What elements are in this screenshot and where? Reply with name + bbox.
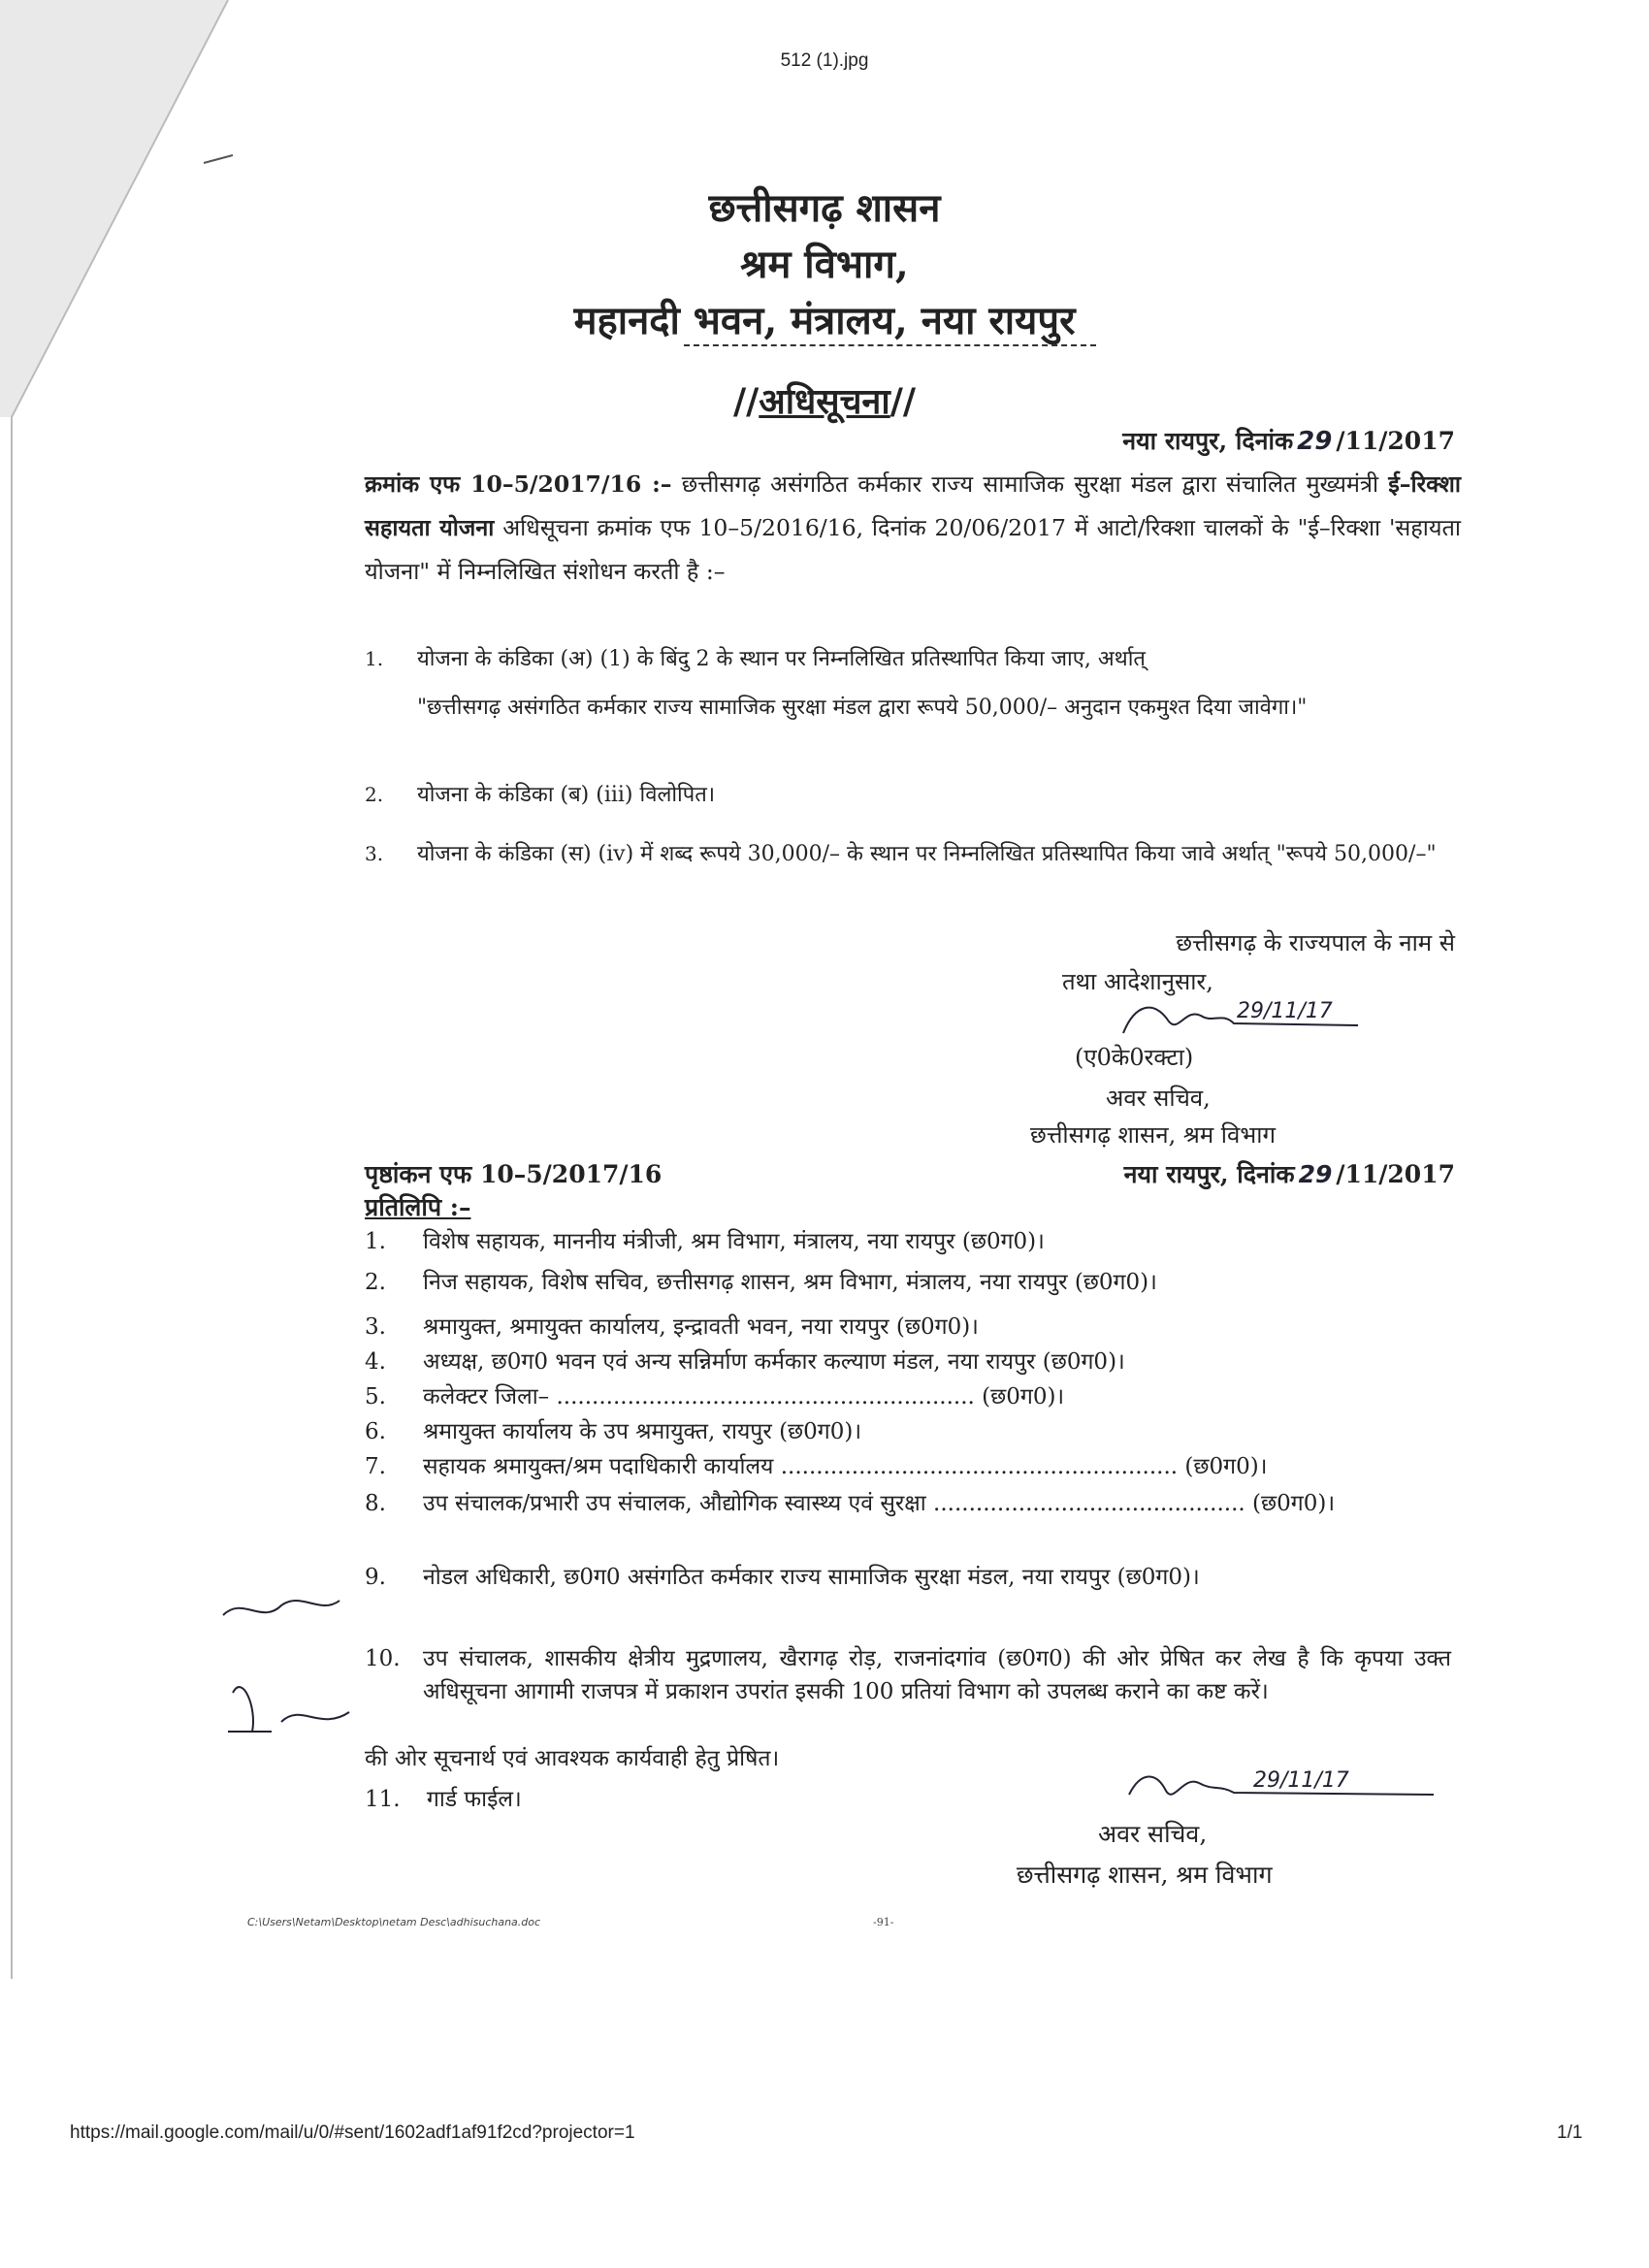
closing-line: की ओर सूचनार्थ एवं आवश्यक कार्यवाही हेतु प्रेषित। <box>365 1746 780 1771</box>
signature1-name: (ए0के0रक्टा) <box>1075 1044 1194 1071</box>
amendment-1-num: 1. <box>365 647 384 670</box>
signature1-designation: अवर सचिव, <box>1106 1085 1211 1112</box>
notice-date <box>873 424 1455 457</box>
intro-paragraph <box>365 463 1461 594</box>
footer-page-marker: -91- <box>873 1916 894 1928</box>
file-name-header: 512 (1).jpg <box>780 50 869 71</box>
amendment-3-text: योजना के कंडिका (स) (iv) में शब्द रूपये 30,000/– के स्थान पर निम्नलिखित प्रतिस्थापित किया जावे अर्थात् "रूपये 50,000/–" <box>417 842 1437 866</box>
letterhead-line-3: महानदी भवन, मंत्रालय, नया रायपुर <box>573 298 1076 343</box>
endorsement-date <box>873 1157 1455 1190</box>
amendment-1-text: योजना के कंडिका (अ) (1) के बिंदु 2 के स्थान पर निम्नलिखित प्रतिस्थापित किया जाए, अर्थात् <box>417 647 1146 671</box>
letterhead-divider <box>684 344 1096 346</box>
signature1-date: 29/11/17 <box>1237 999 1333 1023</box>
letterhead-line-1: छत्तीसगढ़ शासन <box>708 185 941 231</box>
item-11 <box>365 1782 522 1813</box>
endorsement-date-rest: /11/2017 <box>1336 1160 1455 1188</box>
date-prefix: नया रायपुर, दिनांक <box>1122 427 1294 455</box>
copy-list: 1. विशेष सहायक, माननीय मंत्रीजी, श्रम विभाग, मंत्रालय, नया रायपुर (छ0ग0)। 2. निज सहायक, विशेष सचिव, छत्तीसगढ़ शासन, श्रम विभाग, मंत्रालय, नया रायपुर (छ0ग0)। 3. श्रमायुक्त, श्रमायुक्त कार्यालय, इन्द्रावती भवन, नया रायपुर (छ0ग0)। 4. अध्यक्ष, छ0ग0 भवन एवं अन्य सन्निर्माण कर्मकार कल्याण मंडल, नया रायपुर (छ0ग0)। 5. कलेक्टर जिला– ........................................................... (छ0ग0)। 6. श्रमायुक्त कार्यालय के उप श्रमायुक्त, रायपुर (छ0ग0)। 7. सहायक श्रमायुक्त/श्रम पदाधिकारी कार्यालय ........................................................ (छ0ग0)। 8. उप संचालक/प्रभारी उप संचालक, औद्योगिक स्वास्थ्य एवं सुरक्षा ............................................ (छ0ग0)। 9. नोडल अधिकारी, छ0ग0 असंगठित कर्मकार राज्य सामाजिक सुरक्षा मंडल, नया रायपुर (छ0ग0)। 10. उप संचालक, शासकीय क्षेत्रीय मुद्रणालय, खैरागढ़ रोड़, राजनांदगांव (छ0ग0) की ओर प्रेषित कर लेख है कि कृपया उक्त अधिसूचना आगामी राजपत्र में प्रकाशन उपरांत इसकी 100 प्रतियां विभाग को उपलब्ध कराने का कष्ट करें। <box>365 1229 1451 1704</box>
document-page <box>58 92 1591 2071</box>
endorsement-date-day: 29 <box>1298 1160 1333 1188</box>
date-rest: /11/2017 <box>1336 427 1455 455</box>
notice-title-word: अधिसूचना <box>759 381 890 422</box>
browser-url: https://mail.google.com/mail/u/0/#sent/1602adf1af91f2cd?projector=1 <box>70 2122 635 2143</box>
signature1-line1: छत्तीसगढ़ के राज्यपाल के नाम से <box>1176 929 1455 956</box>
signature1-department: छत्तीसगढ़ शासन, श्रम विभाग <box>1030 1121 1276 1149</box>
amendment-2-num: 2. <box>365 783 384 806</box>
intro-text-a: छत्तीसगढ़ असंगठित कर्मकार राज्य सामाजिक सुरक्षा मंडल द्वारा संचालित मुख्यमंत्री <box>681 470 1379 498</box>
signature1-line2: तथा आदेशानुसार, <box>1062 968 1213 995</box>
scheme-name: ई–रिक्शा सहायता योजना <box>365 470 1461 541</box>
notice-title: //अधिसूचना// <box>732 381 917 422</box>
footer-file-path: C:\Users\Netam\Desktop\netam Desc\adhisuchana.doc <box>247 1916 541 1928</box>
copy-label: प्रतिलिपि :– <box>365 1193 471 1221</box>
browser-page-count: 1/1 <box>1557 2122 1583 2143</box>
amendment-1-quote: "छत्तीसगढ़ असंगठित कर्मकार राज्य सामाजिक सुरक्षा मंडल द्वारा रूपये 50,000/– अनुदान एकमुश्त दिया जावेगा।" <box>417 696 1308 720</box>
intro-ref: क्रमांक एफ 10–5/2017/16 :– <box>365 470 672 498</box>
date-day: 29 <box>1297 427 1333 456</box>
margin-initials-mark <box>213 1586 369 1780</box>
intro-text-b: अधिसूचना क्रमांक एफ 10–5/2016/16, दिनांक 20/06/2017 में आटो/रिक्शा चालकों के "ई–रिक्शा 'सहायता योजना" में निम्नलिखित संशोधन करती है :– <box>365 514 1461 585</box>
amendment-3-num: 3. <box>365 842 384 865</box>
endorsement-date-prefix: नया रायपुर, दिनांक <box>1123 1160 1295 1188</box>
endorsement-ref: पृष्ठांकन एफ 10–5/2017/16 <box>365 1160 663 1188</box>
item-11-text: गार्ड फाईल। <box>426 1787 522 1812</box>
letterhead-line-2: श्रम विभाग, <box>740 242 909 287</box>
item-11-num: 11. <box>365 1787 401 1812</box>
signature2-date: 29/11/17 <box>1253 1768 1349 1793</box>
signature2-department: छत्तीसगढ़ शासन, श्रम विभाग <box>1017 1861 1273 1889</box>
signature2-designation: अवर सचिव, <box>1098 1820 1208 1848</box>
amendment-2-text: योजना के कंडिका (ब) (iii) विलोपित। <box>417 783 716 807</box>
